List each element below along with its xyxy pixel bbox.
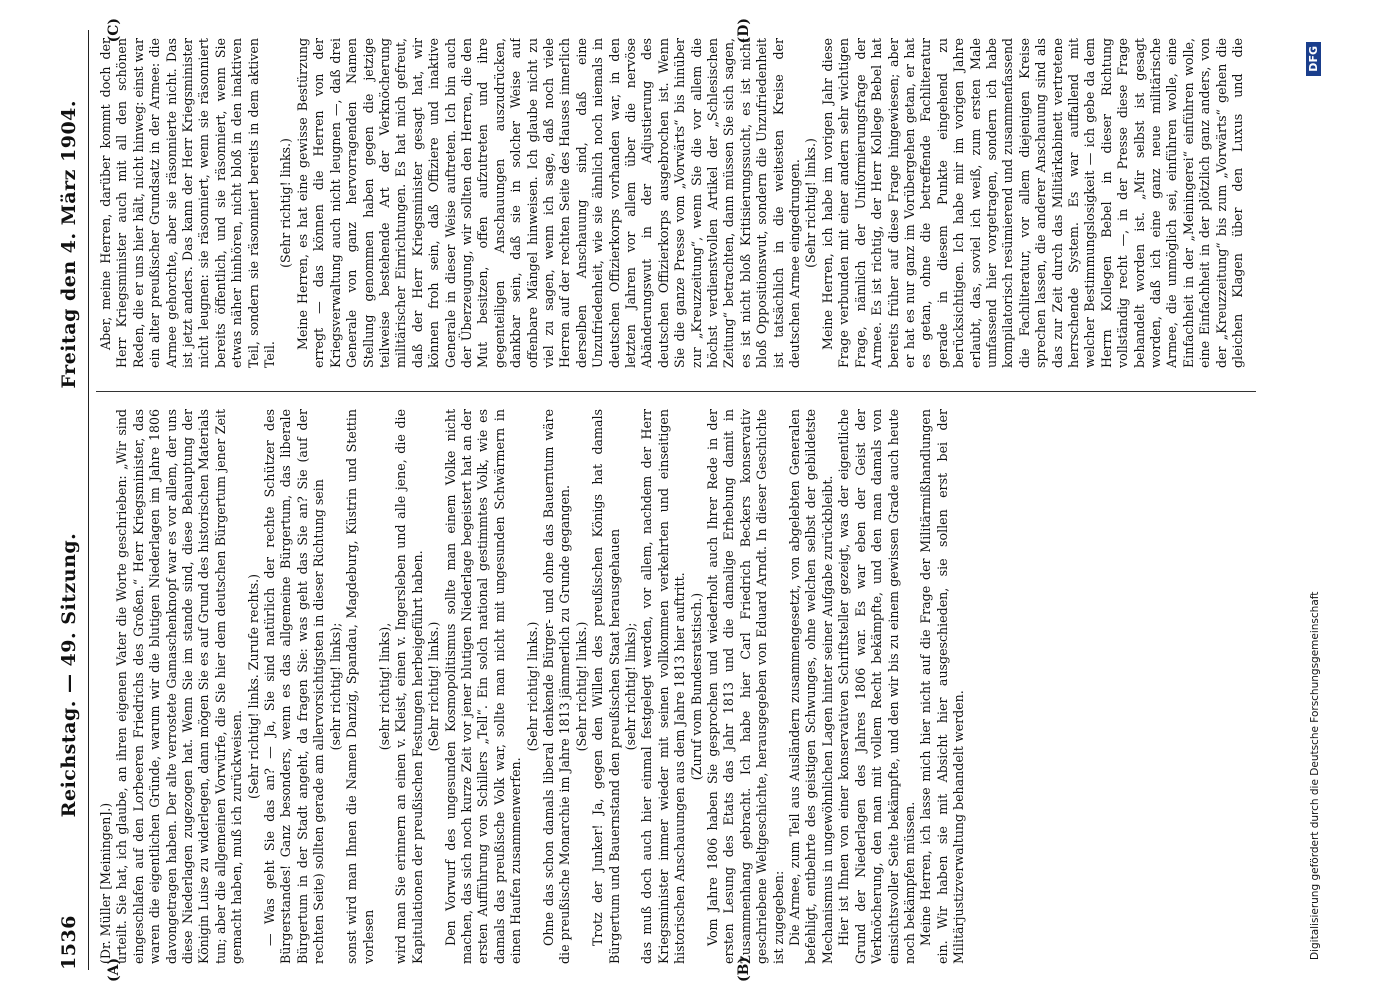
margin-marker-b: (B) [736,956,752,982]
paragraph: Vom Jahre 1806 haben Sie gesprochen und wiederholt auch Ihrer Rede in der ersten Lesung des Etats das Jahr 1813 und die damalige Erhebung damit in Zusammenhang gebracht. Ich habe hier Carl Friedrich Beckers konservativ geschriebene Weltgeschichte, herausgegeben von Eduard Arndt. In dieser Geschichte ist zugegeben: [705,409,786,964]
left-column [98,409,1248,964]
paragraph: sonst wird man Ihnen die Namen Danzig, Spandau, Magdeburg, Küstrin und Stettin vorlesen [344,409,376,964]
paragraph: Meine Herren, es hat eine gewisse Bestürzung erregt — das können die Herren von der Kriegsverwaltung auch nicht leugnen —, daß drei Generale von ganz hervorragenden Namen Stellung genommen haben gegen die jetzige teilweise bestehende Art der Verknöcherung militärischer Einrichtungen. Es hat mich gefreut, daß der Herr Kriegsminister gesagt hat, wir können froh sein, daß Offiziere und inaktive Generale in dieser Weise auftreten. Ich bin auch der Überzeugung, wir sollten den Herren, die den Mut besitzen, offen aufzutreten und ihre gegenteiligen Anschauungen auszudrücken, dankbar sein, daß sie in solcher Weise auf offenbare Mängel hinweisen. Ich glaube nicht zu viel zu sagen, wenn ich sage, daß noch viele Herren auf der rechten Seite des Hauses innerlich derselben Anschauung sind, daß eine Unzufriedenheit, wie sie ähnlich noch niemals in deutschen Offizierkorps vorhanden war, in den letzten Jahren vor allem über die nervöse Abänderungswut in der Adjustierung des deutschen Offizierkorps ausgebrochen ist. Wenn Sie die ganze Presse vom „Vorwärts“ bis hinüber zur „Kreuzzeitung“, wenn Sie die vor allem die höchst verdienstvollen Artikel der „Schlesischen Zeitung“ betrachten, dann müssen Sie sich sagen, es ist nicht bloß Kritisierungssucht, es ist nicht bloß Oppositionswut, sondern die Unzufriedenheit ist tatsächlich in die weitesten Kreise der deutschen Armee eingedrungen. [294,38,803,368]
paragraph: Den Vorwurf des ungesunden Kosmopolitismus sollte man einem Volke nicht machen, das sich noch kurze Zeit vor jener blutigen Niederlage begeistert hat an der ersten Aufführung von Schillers „Tell“. Ein solch national gestimmtes Volk, wie es damals das preußische Volk war, sollte man nicht mit ungesunden Schwärmern in einen Haufen zusammenwerfen. [442,409,524,964]
paragraph: wird man Sie erinnern an einen v. Kleist, einen v. Ingersleben und alle jene, die die Kapitulationen der preußischen Festungen herbeigeführt haben. [393,409,425,964]
quotation: Die Armee, zum Teil aus Ausländern zusammengesetzt, von abgelebten Generalen befehligt, entbehrte des geistigen Schwunges, ohne welchen selbst der gebildetste Mechanismus in ungewöhnlichen Lagen hinter seiner Aufgabe zurückbleibt. [787,409,835,964]
page-footer [1306,30,1324,970]
paragraph: das muß doch auch hier einmal festgelegt werden, vor allem, nachdem der Herr Kriegsminister immer wieder mit seinen vollkommen verkehrten und einseitigen historischen Anschauungen aus dem Jahre 1813 hier auftritt. [639,409,688,964]
interjection: (Zuruf vom Bundesratstisch.) [688,592,704,781]
interjection: (Sehr richtig! links.) [426,621,442,752]
paragraph: Meine Herren, ich habe im vorigen Jahr diese Frage verbunden mit einer andern sehr wichtigen Frage, nämlich der Uniformierungsfrage der Armee. Es ist richtig, der Herr Kollege Bebel hat bereits früher auf diese Frage hingewiesen; aber er hat es nur ganz im Vorübergehen getan, er hat es getan, ohne die betreffende Fachliteratur gerade in diesem Punkte eingehend zu berücksichtigen. Ich habe mir im vorigen Jahre erlaubt, das, soviel ich weiß, zum ersten Male umfassend hier vorgetragen, sondern ich habe kompilatorisch resümierend und zusammenfassend die Fachliteratur, vor allem diejenigen Kreise sprechen lassen, die anderer Anschauung sind als das zur Zeit durch das Militärkabinett vertretene herrschende System. Es war auffallend mit welcher Bestimmungslosigkeit — ich gebe da dem Herrn Kollegen Bebel in dieser Richtung vollständig recht —, in der Presse diese Frage behandelt worden ist. „Mir selbst ist gesagt worden, daß ich eine ganz neue militärische Armee, die unmöglich sei, einführen wolle, eine Einfachheit in der „Meiningerei“ einführen wolle, eine Einfachheit in der plötzlich ganz anders, von der „Kreuzzeitung“ bis zum „Vorwärts“ gehen die gleichen Klagen über den Luxus und die [819,38,1246,368]
interjection: (sehr richtig! links), [376,622,392,751]
margin-marker-a: (A) [106,957,122,982]
paragraph: Hier ist Ihnen von einer konservativen Schriftsteller gezeigt, was der eigentliche Grund der Niederlagen des Jahres 1806 war. Es war eben der Geist der Verknöcherung, den man mit vollem Recht bekämpfte, und den man damals von einsichtsvoller Seite bekämpfte, und den wir bis zu einem gewissen Grade auch heute noch bekämpfen müssen. [836,409,917,964]
paragraph: Ohne das schon damals liberal denkende Bürger- und ohne das Bauerntum wäre die preußische Monarchie im Jahre 1813 jämmerlich zu Grunde gegangen. [540,409,573,964]
digitization-note: Digitalisierung gefördert durch die Deutsche Forschungsgemeinschaft [1309,591,1321,960]
paragraph: — Was geht Sie das an? — Ja, Sie sind natürlich der rechte Schützer des Bürgerstandes! Ganz besonders, wenn es das allgemeine Bürgertum, das liberale Bürgertum in der Stadt angeht, da fragen Sie: was geht das Sie an? Sie (auf der rechten Seite) sollten gerade am allervorsichtigsten in dieser Richtung sein [262,409,327,964]
paragraph: Aber, meine Herren, darüber kommt doch der Herr Kriegsminister auch mit all den schönen Reden, die er uns hier hält, nicht hinweg: einst war ein alter preußischer Grundsatz in der Armee: die Armee gehorchte, aber sie räsonnierte nicht. Das ist jetzt anders. Das kann der Herr Kriegsminister nicht leugnen: sie räsonniert, wenn sie räsonniert bereits öffentlich, und sie räsonniert, wenn Sie etwas näher hinhören, nicht bloß in den inaktiven Teil, sondern sie räsonniert bereits in dem aktiven Teil. [98,38,278,368]
interjection: (Sehr richtig! links. Zurufe rechts.) [245,574,261,800]
page-header [54,30,89,970]
interjection: (Sehr richtig! links.) [573,621,589,752]
right-column [98,38,1248,368]
column-divider [96,391,1256,392]
interjection: (Sehr richtig! links.) [524,621,540,752]
dfg-logo: DFG [1306,42,1321,76]
margin-marker-d: (D) [736,18,752,44]
session-date: Freitag den 4. März 1904. [58,100,80,389]
interjection: (Sehr richtig! links.) [278,138,294,268]
margin-marker-c: (C) [106,18,122,43]
interjection: (sehr richtig! links); [623,622,638,751]
page-number: 1536 [58,915,80,970]
paragraph: Trotz der Junker! Ja, gegen den Willen des preußischen Königs hat damals Bürgertum und Bauernstand den preußischen Staat herausgehauen [590,409,622,964]
speaker-label: (Dr. Müller [Meiningen].) [98,802,113,964]
interjection: (sehr richtig! links); [327,622,343,751]
interjection: (Sehr richtig! links.) [803,138,819,268]
paragraph: Meine Herren, ich lasse mich hier nicht auf die Frage der Militärmißhandlungen ein. Wir haben sie mit Absicht hier ausgeschieden, sie sollen erst bei der Militärjustizverwaltung behandelt werden. [918,409,967,964]
paragraph: urteilt. Sie hat, ich glaube, an ihren eigenen Vater die Worte geschrieben: „Wir sind eingeschlafen auf den Lorbeeren Friedrichs des Großen.“ Herr Kriegsminister, das waren die eigentlichen Gründe, warum wir die blutigen Niederlagen im Jahre 1806 davongetragen haben. Der alte verrostete Gamaschenknopf war es vor allem, der uns diese Niederlagen zugezogen hat. Wenn Sie im stande sind, diese Behauptung der Königin Luise zu widerlegen, dann mögen Sie es auf Grund des historischen Materials tun; aber die allgemeinen Vorwürfe, die Sie hier dem deutschen Bürgertum jener Zeit gemacht haben, muß ich zurückweisen. [114,409,245,964]
session-title: Reichstag. — 49. Sitzung. [58,532,80,818]
rotated-page [46,20,1336,980]
